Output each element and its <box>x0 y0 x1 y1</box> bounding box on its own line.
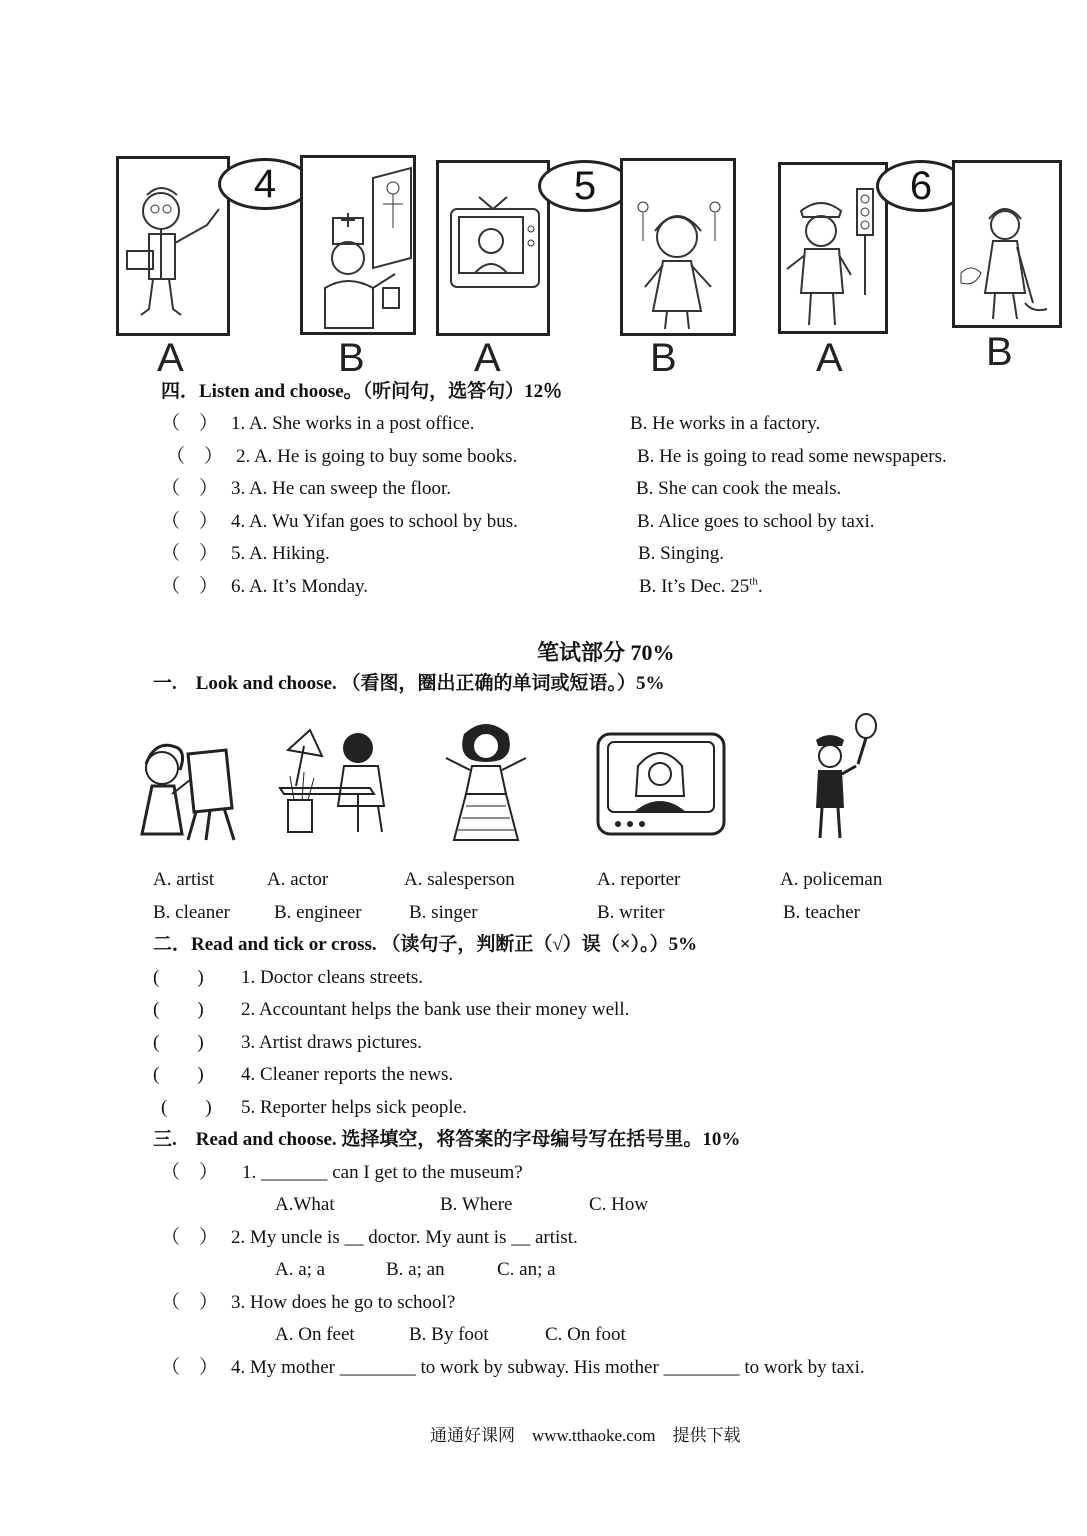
choice-option[interactable]: A. a; a <box>275 1259 326 1280</box>
superscript: th <box>749 575 758 588</box>
question-text: 2. A. He is going to buy some books. <box>236 446 518 467</box>
answer-bracket[interactable]: ( ) <box>153 1032 204 1053</box>
picture-6a-frame <box>778 162 888 334</box>
choice-option[interactable]: A. On feet <box>275 1324 355 1345</box>
question-number-5: 5 <box>538 160 632 212</box>
label-5b: B <box>650 336 677 380</box>
statement-text: 1. Doctor cleans streets. <box>241 967 424 988</box>
option-b[interactable]: B. writer <box>597 902 665 923</box>
teacher-picture <box>119 159 227 333</box>
answer-bracket[interactable]: （ ） <box>161 576 219 597</box>
answer-bracket[interactable]: （ ） <box>161 511 219 532</box>
part1-heading: 一. Look and choose. （看图，圈出正确的单词或短语。）5% <box>153 673 665 694</box>
salesperson-picture <box>623 161 733 333</box>
option-b[interactable]: B. singer <box>409 902 478 923</box>
answer-bracket[interactable]: （ ） <box>161 478 219 499</box>
policeman-picture <box>798 712 890 842</box>
question-text: 4. A. Wu Yifan goes to school by bus. <box>231 511 518 532</box>
option-a[interactable]: A. artist <box>153 869 215 890</box>
answer-bracket[interactable]: （ ） <box>161 1292 219 1313</box>
option-a[interactable]: A. actor <box>267 869 329 890</box>
question-text: 3. A. He can sweep the floor. <box>231 478 452 499</box>
answer-bracket[interactable]: ( ) <box>161 1097 212 1118</box>
written-part-title: 笔试部分 70% <box>537 640 675 665</box>
picture-5b-frame <box>620 158 736 336</box>
statement-text: 3. Artist draws pictures. <box>241 1032 423 1053</box>
answer-bracket[interactable]: ( ) <box>153 999 204 1020</box>
part3-heading: 三. Read and choose. 选择填空，将答案的字母编号写在括号里。10% <box>153 1129 741 1150</box>
picture-4b-frame <box>300 155 416 335</box>
writer-picture <box>274 716 394 840</box>
answer-bracket[interactable]: （ ） <box>161 543 219 564</box>
tv-reporter-picture <box>439 163 547 333</box>
choice-option[interactable]: A.What <box>275 1194 335 1215</box>
label-6a: A <box>816 336 843 380</box>
option-a[interactable]: A. reporter <box>597 869 681 890</box>
choice-option[interactable]: C. On foot <box>545 1324 626 1345</box>
option-b[interactable]: B. teacher <box>783 902 861 923</box>
question-text: 5. A. Hiking. <box>231 543 330 564</box>
artist-picture <box>126 724 242 844</box>
option-a[interactable]: A. policeman <box>780 869 883 890</box>
choice-option[interactable]: B. By foot <box>409 1324 489 1345</box>
statement-text: 5. Reporter helps sick people. <box>241 1097 467 1118</box>
part2-heading: 二．Read and tick or cross. （读句子，判断正（√）误（×）。）5% <box>153 934 698 955</box>
answer-bracket[interactable]: （ ） <box>161 1357 219 1378</box>
policeman-picture <box>781 165 885 331</box>
label-4b: B <box>338 336 365 380</box>
option-b: B. He works in a factory. <box>630 413 821 434</box>
answer-bracket[interactable]: （ ） <box>161 1162 219 1183</box>
question-number-6: 6 <box>876 160 966 212</box>
option-a[interactable]: A. salesperson <box>404 869 515 890</box>
cleaner-picture <box>955 163 1059 325</box>
picture-5a-frame <box>436 160 550 336</box>
label-5a: A <box>474 336 501 380</box>
answer-bracket[interactable]: ( ) <box>153 1064 204 1085</box>
label-4a: A <box>157 336 184 380</box>
doctor-picture <box>303 158 413 332</box>
option-b[interactable]: B. engineer <box>274 902 362 923</box>
answer-bracket[interactable]: （ ） <box>166 446 224 467</box>
choice-option[interactable]: C. How <box>589 1194 649 1215</box>
answer-bracket[interactable]: （ ） <box>161 1227 219 1248</box>
section4-heading: 四．Listen and choose。（听问句，选答句）12％ <box>161 381 563 402</box>
statement-text: 2. Accountant helps the bank use their money well. <box>241 999 630 1020</box>
tv-reporter-picture <box>594 730 728 838</box>
question-text: 4. My mother ________ to work by subway. His mother ________ to work by taxi. <box>231 1357 865 1378</box>
singer-picture <box>436 714 536 844</box>
question-text: 2. My uncle is __ doctor. My aunt is __ artist. <box>231 1227 578 1248</box>
question-text: 1. _______ can I get to the museum? <box>242 1162 523 1183</box>
option-b: B. Singing. <box>638 543 725 564</box>
picture-4a-frame <box>116 156 230 336</box>
label-6b: B <box>986 330 1013 374</box>
choice-option[interactable]: C. an; a <box>497 1259 556 1280</box>
option-b: B. Alice goes to school by taxi. <box>637 511 875 532</box>
question-number-4: 4 <box>218 158 312 210</box>
option-b: B. It’s Dec. 25th. <box>639 575 763 597</box>
choice-option[interactable]: B. Where <box>440 1194 513 1215</box>
answer-bracket[interactable]: ( ) <box>153 967 204 988</box>
option-b[interactable]: B. cleaner <box>153 902 231 923</box>
statement-text: 4. Cleaner reports the news. <box>241 1064 454 1085</box>
page-footer: 通通好课网 www.tthaoke.com 提供下载 <box>430 1426 741 1445</box>
option-b: B. She can cook the meals. <box>636 478 842 499</box>
picture-6b-frame <box>952 160 1062 328</box>
question-text: 3. How does he go to school? <box>231 1292 456 1313</box>
answer-bracket[interactable]: （ ） <box>161 413 219 434</box>
question-text: 6. A. It’s Monday. <box>231 576 369 597</box>
choice-option[interactable]: B. a; an <box>386 1259 445 1280</box>
question-text: 1. A. She works in a post office. <box>231 413 475 434</box>
option-b: B. He is going to read some newspapers. <box>637 446 947 467</box>
